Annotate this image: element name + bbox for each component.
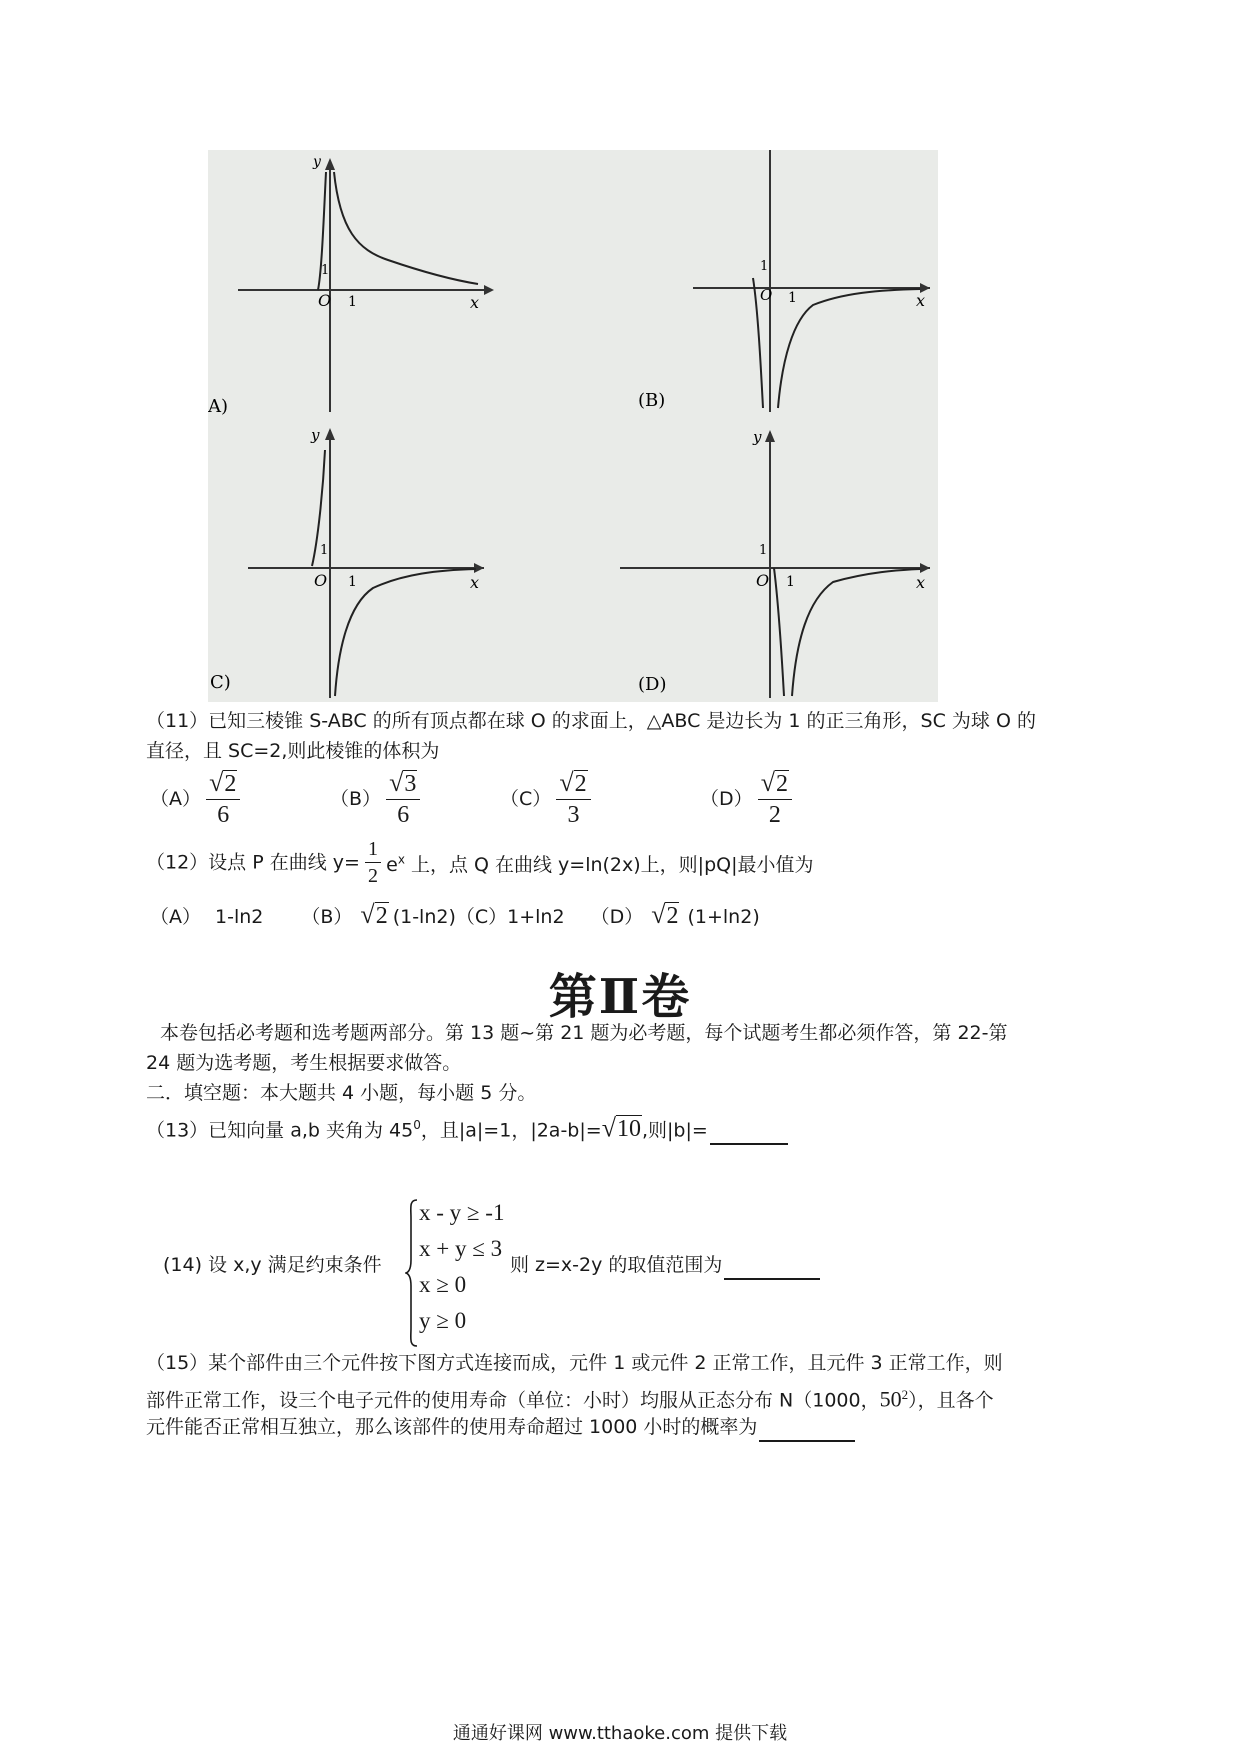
q15-line2	[146, 1380, 994, 1415]
q13-prefix: （13）已知向量 a,b 夹角为 45	[146, 1119, 414, 1142]
panel-c-origin-label: O	[314, 571, 328, 590]
q12-option-d-rad: 2	[666, 903, 679, 929]
graphs-svg	[208, 150, 938, 702]
panel-b-y-tick: 1	[760, 259, 769, 274]
q11-option-c-label: （C）	[500, 788, 552, 810]
q13-sup: 0	[413, 1118, 421, 1132]
q14-constraint-2: x + y ≤ 3	[419, 1236, 503, 1261]
q12-option-d-label: （D）	[590, 906, 644, 928]
part2-heading: 二．填空题：本大题共 4 小题，每小题 5 分。	[146, 1082, 537, 1104]
q13-suffix: ,则|b|=	[641, 1119, 708, 1142]
q14-constraint-system	[405, 1198, 515, 1348]
q11-option-c	[500, 768, 591, 830]
q14-brace	[405, 1198, 419, 1348]
panel-d-x-label: x	[916, 573, 926, 592]
q11-option-d	[700, 768, 792, 830]
q12-suffix: 上，点 Q 在曲线 y=ln(2x)上，则|pQ|最小值为	[404, 854, 814, 877]
panel-d-y-label: y	[753, 428, 762, 446]
q11-option-a-fraction: $\frac{√2}{6}$	[206, 768, 240, 830]
q11-option-d-fraction: $\frac{√2}{2}$	[758, 768, 792, 830]
q13-rad: 10	[616, 1116, 641, 1143]
q11-option-c-num: 2	[574, 771, 587, 797]
panel-b-origin-label: O	[760, 286, 773, 304]
q11-option-a-label: （A）	[150, 788, 201, 810]
panel-d-y-tick: 1	[759, 543, 768, 558]
graph-panel-b	[638, 150, 930, 412]
q11-option-d-num: 2	[776, 771, 789, 797]
q12-option-a-label: （A）	[150, 906, 201, 928]
q11-text-line2: 直径，且 SC=2,则此棱锥的体积为	[146, 740, 440, 762]
panel-d-label: (D)	[638, 674, 667, 695]
q11-option-d-label: （D）	[700, 788, 753, 810]
q11-option-b-label: （B）	[330, 788, 382, 810]
q14-prefix: (14) 设 x,y 满足约束条件	[163, 1254, 382, 1276]
panel-b-x-label: x	[916, 291, 926, 310]
q14-suffix-line	[510, 1250, 820, 1280]
q15-line2-sup: 2	[901, 1387, 909, 1402]
panel-a-x-tick: 1	[348, 294, 357, 310]
q12-frac-num: 1	[365, 836, 381, 863]
q14-suffix: 则 z=x-2y 的取值范围为	[510, 1254, 723, 1276]
footer-credit: 通通好课网 www.tthaoke.com 提供下载	[452, 1723, 788, 1744]
q14-answer-blank[interactable]	[724, 1258, 820, 1280]
q12-option-d-text: (1+ln2)	[687, 906, 760, 928]
q15-line2-suffix: ），且各个	[908, 1389, 994, 1412]
q11-option-a-num: 2	[224, 771, 237, 797]
q12-options: （A） 1-ln2 （B） √2 (1-ln2)（C）1+ln2 （D） √2 (1+ln2)	[150, 900, 760, 929]
q11-option-d-den: 2	[768, 802, 781, 828]
intro-line1: 本卷包括必考题和选考题两部分。第 13 题~第 21 题为必考题，每个试题考生都必须作答，第 22-第	[160, 1022, 1008, 1044]
panel-c-x-tick: 1	[348, 574, 357, 590]
q12-option-b-label: （B）	[301, 906, 353, 928]
q15-line3: 元件能否正常相互独立，那么该部件的使用寿命超过 1000 小时的概率为	[146, 1416, 758, 1438]
q11-option-b-den: 6	[397, 802, 410, 828]
panel-a-y-tick: 1	[321, 263, 330, 278]
q12-option-b-text: (1-ln2)（C）1+ln2	[392, 906, 565, 928]
panel-b-label: (B)	[638, 390, 666, 411]
q11-text-line1: （11）已知三棱锥 S-ABC 的所有顶点都在球 O 的求面上，△ABC 是边长为 1 的正三角形，SC 为球 O 的	[146, 710, 1036, 732]
q12-stem	[146, 836, 814, 889]
panel-d-x-tick: 1	[786, 574, 795, 590]
q15-line2-base: 50	[879, 1386, 902, 1412]
panel-a-label: A)	[208, 396, 229, 417]
q12-exp-sup: x	[397, 852, 405, 867]
function-graphs-figure	[208, 150, 938, 702]
panel-c-y-tick: 1	[320, 543, 329, 558]
graph-panel-d	[620, 428, 930, 698]
graph-panel-a	[208, 154, 494, 417]
q11-option-c-fraction: $\frac{√2}{3}$	[556, 768, 590, 830]
intro-line2: 24 题为选考题，考生根据要求做答。	[146, 1052, 462, 1074]
q15-line1: （15）某个部件由三个元件按下图方式连接而成，元件 1 或元件 2 正常工作，且元件 3 正常工作，则	[146, 1352, 1003, 1374]
q11-option-b-fraction: $\frac{√3}{6}$	[386, 768, 420, 830]
q12-option-b-rad: 2	[375, 903, 388, 929]
q11-option-a-den: 6	[217, 802, 230, 828]
q13-answer-blank[interactable]	[710, 1123, 788, 1145]
panel-a-y-label: y	[313, 154, 321, 170]
q12-prefix: （12）设点 P 在曲线 y=	[146, 851, 360, 874]
q13-stem: （13）已知向量 a,b 夹角为 $45^0$，且|a|=1，|2a-b|=√10,则|b|=	[146, 1110, 788, 1145]
q11-option-b	[330, 768, 420, 830]
q12-exp-base: e	[386, 854, 398, 877]
panel-d-origin-label: O	[756, 571, 770, 590]
q11-option-c-den: 3	[567, 802, 580, 828]
q11-option-a	[150, 768, 240, 830]
q14-constraint-4: y ≥ 0	[419, 1308, 467, 1333]
panel-a-origin-label: O	[318, 291, 332, 310]
section-title: 第Ⅱ卷	[548, 969, 692, 1025]
panel-a-x-label: x	[470, 293, 480, 312]
panel-c-label: C)	[210, 672, 231, 693]
q14-constraint-3: x ≥ 0	[419, 1272, 467, 1297]
q15-answer-blank[interactable]	[759, 1420, 855, 1442]
graph-panel-c	[210, 426, 484, 698]
panel-c-x-label: x	[470, 573, 480, 592]
q15-line3-wrap	[146, 1412, 855, 1442]
q12-fraction	[365, 836, 381, 889]
q13-mid: ，且|a|=1，|2a-b|=	[420, 1119, 602, 1142]
q11-option-b-num: 3	[404, 771, 417, 797]
q12-option-a-text: 1-ln2	[215, 906, 264, 928]
q12-frac-den: 2	[368, 865, 379, 887]
q14-constraint-1: x - y ≥ -1	[419, 1200, 505, 1225]
panel-b-x-tick: 1	[788, 290, 797, 306]
q15-line2-prefix: 部件正常工作，设三个电子元件的使用寿命（单位：小时）均服从正态分布 N（1000，	[146, 1389, 880, 1412]
panel-c-y-label: y	[311, 426, 320, 444]
